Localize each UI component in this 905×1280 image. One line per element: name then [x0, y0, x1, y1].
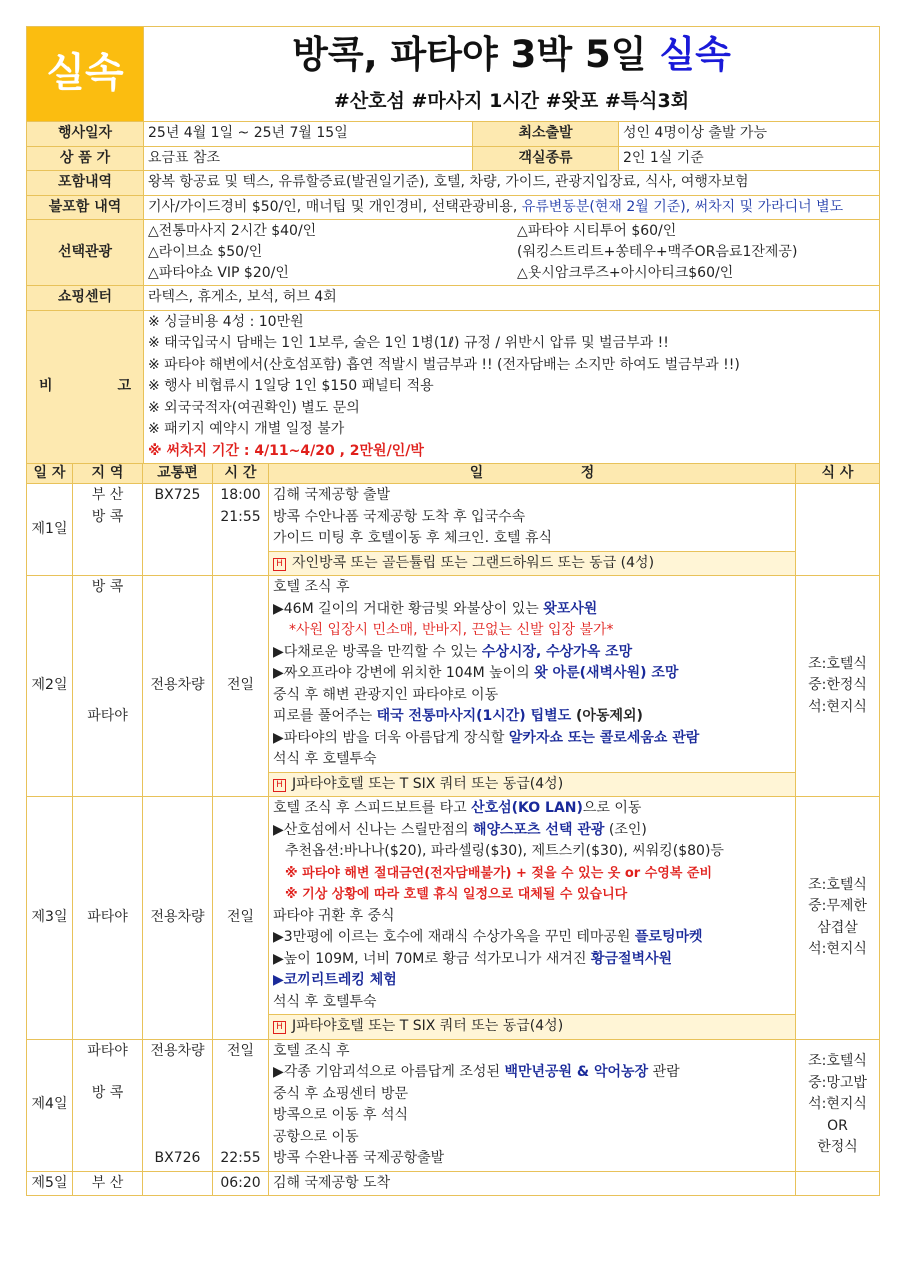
itinerary-document: [26, 26, 879, 1196]
label-exclude: 불포함 내역: [27, 195, 144, 220]
value-room: 2인 1실 기준: [619, 146, 880, 171]
value-shopping: 라텍스, 휴게소, 보석, 허브 4회: [144, 286, 880, 311]
label-room: 객실종류: [473, 146, 619, 171]
col-header-meal: 식 사: [796, 464, 880, 484]
day-2-label: 제2일: [27, 576, 73, 797]
day-3-region: 파타야: [73, 797, 143, 1040]
day-4-meal: 조:호텔식 중:망고밥 석:현지식 OR 한정식: [796, 1039, 880, 1171]
schedule-table: [26, 463, 880, 1196]
day-4-time: 전일 22:55: [213, 1039, 269, 1171]
day-1-schedule: 김해 국제공항 출발 방콕 수안나폼 국제공항 도착 후 입국수속 가이드 미팅 후 호텔이동 후 체크인. 호텔 휴식: [269, 484, 796, 552]
day-4-label: 제4일: [27, 1039, 73, 1171]
note-line: ※ 태국입국시 담배는 1인 1보루, 술은 1인 1병(1ℓ) 규정 / 위반시 압류 및 벌금부과 !!: [148, 335, 669, 351]
day-5-schedule: 김해 국제공항 도착: [269, 1171, 796, 1196]
note-line: ※ 외국국적자(여권확인) 별도 문의: [148, 399, 360, 416]
day-5-meal: [796, 1171, 880, 1196]
label-notes: 비 고: [27, 310, 144, 464]
header-table: [26, 26, 880, 464]
option-item: △욧시암크루즈+아시아티크$60/인: [517, 265, 734, 281]
note-line: ※ 파타야 해변에서(산호섬포함) 흡연 적발시 벌금부과 !! (전자담배는 소지만 하여도 벌금부과 !!): [148, 356, 740, 373]
col-header-region: 지 역: [73, 464, 143, 484]
value-min-departure: 성인 4명이상 출발 가능: [619, 122, 880, 147]
brand-logo: 실속: [27, 27, 144, 122]
title-block: [144, 27, 880, 122]
col-header-transport: 교통편: [143, 464, 213, 484]
day-3-label: 제3일: [27, 797, 73, 1040]
day-3-meal: 조:호텔식 중:무제한 삼겹살 석:현지식: [796, 797, 880, 1040]
page-title: 방콕, 파타야 3박 5일 실속: [292, 33, 731, 76]
option-item: △라이브쇼 $50/인: [148, 244, 263, 260]
label-optional-tours: 선택관광: [27, 220, 144, 286]
option-item: △파타야 시티투어 $60/인: [517, 223, 677, 239]
col-header-schedule: 일 정: [269, 464, 796, 484]
day-3-time: 전일: [213, 797, 269, 1040]
day-3-schedule: 호텔 조식 후 스피드보트를 타고 산호섬(KO LAN)으로 이동 ▶산호섬에서 신나는 스릴만점의 해양스포츠 선택 관광 (조인) 추천옵션:바나나($20), 파라셀링($30), 제트스키($30), 씨워킹($80)등 ※ 파타야 해변 절대금연(전자담배불가) + 젖을 수 있는 옷 or 수영복 준비 ※ 기상 상황에 따라 호텔 휴식 일정으로 대체될 수 있습니다 파타야 귀환 후 중식 ▶3만평에 이르는 호수에 재래식 수상가옥을 꾸민 테마공원 플로팅마켓 ▶높이 109M, 너비 70M로 황금 석가모니가 새겨진 황금절벽사원 ▶코끼리트레킹 체험 석식 후 호텔투숙: [269, 797, 796, 1015]
day-4-transport: 전용차량 BX726: [143, 1039, 213, 1171]
note-line: ※ 패키지 예약시 개별 일정 불가: [148, 421, 345, 437]
col-header-time: 시 간: [213, 464, 269, 484]
value-optional-tours: [144, 220, 880, 286]
note-surcharge: ※ 써차지 기간 : 4/11~4/20 , 2만원/인/박: [148, 442, 424, 459]
day-1-label: 제1일: [27, 484, 73, 576]
day-2-schedule: 호텔 조식 후 ▶46M 길이의 거대한 황금빛 와불상이 있는 왓포사원 *사원 입장시 민소매, 반바지, 끈없는 신발 입장 불가* ▶다채로운 방콕을 만끽할 수 있는 수상시장, 수상가옥 조망 ▶짜오프라야 강변에 위치한 104M 높이의 왓 아룬(새벽사원) 조망 중식 후 해변 관광지인 파타야로 이동 피로를 풀어주는 태국 전통마사지(1시간) 팁별도 (아동제외) ▶파타야의 밤을 더욱 아름답게 장식할 알카자쇼 또는 콜로세움쇼 관람 석식 후 호텔투숙: [269, 576, 796, 773]
option-item: △전통마사지 2시간 $40/인: [148, 223, 317, 239]
value-period: 25년 4월 1일 ~ 25년 7월 15일: [144, 122, 473, 147]
value-notes: [144, 310, 880, 464]
hotel-icon: H: [273, 779, 286, 792]
page-subtitle-tags: #산호섬 #마사지 1시간 #왓포 #특식3회: [333, 90, 690, 112]
note-line: ※ 행사 비협류시 1일당 1인 $150 패널티 적용: [148, 378, 434, 394]
value-include: 왕복 항공료 및 텍스, 유류할증료(발권일기준), 호텔, 차량, 가이드, 관광지입장료, 식사, 여행자보험: [144, 171, 880, 196]
day-3-transport: 전용차량: [143, 797, 213, 1040]
day-2-time: 전일: [213, 576, 269, 797]
day-1-region: 부 산 방 콕: [73, 484, 143, 576]
hotel-icon: H: [273, 558, 286, 571]
day-4-region: 파타야 방 콕: [73, 1039, 143, 1171]
day-1-time: 18:00 21:55: [213, 484, 269, 576]
day-1-meal: [796, 484, 880, 576]
day-5-time: 06:20: [213, 1171, 269, 1196]
label-period: 행사일자: [27, 122, 144, 147]
value-exclude: 기사/가이드경비 $50/인, 매너팁 및 개인경비, 선택관광비용, 유류변동분(현재 2월 기준), 써차지 및 가라디너 별도: [144, 195, 880, 220]
option-item: (워킹스트리트+쏭테우+맥주OR음료1잔제공): [517, 244, 798, 260]
day-4-schedule: 호텔 조식 후 ▶각종 기암괴석으로 아름답게 조성된 백만년공원 & 악어농장 관람 중식 후 쇼핑센터 방문 방콕으로 이동 후 석식 공항으로 이동 방콕 수완나폼 국제공항출발: [269, 1039, 796, 1171]
option-item: △파타야쇼 VIP $20/인: [148, 265, 289, 281]
label-min-departure: 최소출발: [473, 122, 619, 147]
col-header-day: 일 자: [27, 464, 73, 484]
hotel-icon: H: [273, 1021, 286, 1034]
day-5-label: 제5일: [27, 1171, 73, 1196]
day-2-region: 방 콕 파타야: [73, 576, 143, 797]
day-2-meal: 조:호텔식 중:한정식 석:현지식: [796, 576, 880, 797]
value-price: 요금표 참조: [144, 146, 473, 171]
day-3-hotel: H J파타야호텔 또는 T SIX 쿼터 또는 동급(4성): [269, 1015, 796, 1040]
day-2-transport: 전용차량: [143, 576, 213, 797]
label-include: 포함내역: [27, 171, 144, 196]
day-2-hotel: H J파타야호텔 또는 T SIX 쿼터 또는 동급(4성): [269, 772, 796, 797]
note-line: ※ 싱글비용 4성 : 10만원: [148, 313, 304, 330]
day-5-region: 부 산: [73, 1171, 143, 1196]
day-5-transport: [143, 1171, 213, 1196]
label-shopping: 쇼핑센터: [27, 286, 144, 311]
day-1-hotel: H 자인방콕 또는 골든튤립 또는 그랜드하워드 또는 동급 (4성): [269, 551, 796, 576]
day-1-transport: BX725: [143, 484, 213, 576]
label-price: 상 품 가: [27, 146, 144, 171]
